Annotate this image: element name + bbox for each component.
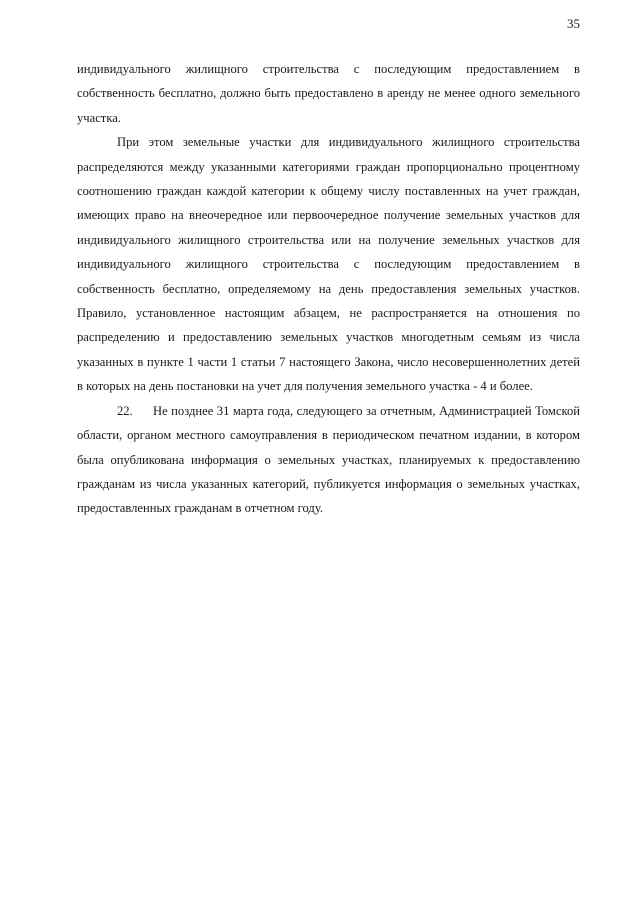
- paragraph-continuation: индивидуального жилищного строительства с последующим предоставлением в собственность бесплатно, должно быть предоставлено в аренду не менее одного земельного участка.: [77, 62, 580, 125]
- paragraph-item-22: [77, 399, 580, 521]
- paragraph-distribution-rule: При этом земельные участки для индивидуального жилищного строительства распределяются между указанными категориями граждан пропорционально процентному соотношению граждан каждой категории к общему числу поставленных на учет граждан, имеющих право на внеочередное или первоочередное получение земельных участков для индивидуального жилищного строительства или на получение земельных участков для индивидуального жилищного строительства с последующим предоставлением в собственность бесплатно, определяемому на день предоставления земельных участков. Правило, установленное настоящим абзацем, не распространяется на отношения по распределению и предоставлению земельных участков многодетным семьям из числа указанных в пункте 1 части 1 статьи 7 настоящего Закона, число несовершеннолетних детей в которых на день постановки на учет для получения земельного участка - 4 и более.: [77, 135, 580, 394]
- document-body: [77, 57, 580, 521]
- item-text: Не позднее 31 марта года, следующего за отчетным, Администрацией Томской области, органом местного самоуправления в периодическом печатном издании, в котором была опубликована информация о земельных участках, планируемых к предоставлению гражданам из числа указанных категорий, публикуется информация о земельных участках, предоставленных гражданам в отчетном году.: [77, 403, 580, 516]
- page-number: 35: [567, 16, 580, 31]
- item-number: 22.: [117, 403, 133, 418]
